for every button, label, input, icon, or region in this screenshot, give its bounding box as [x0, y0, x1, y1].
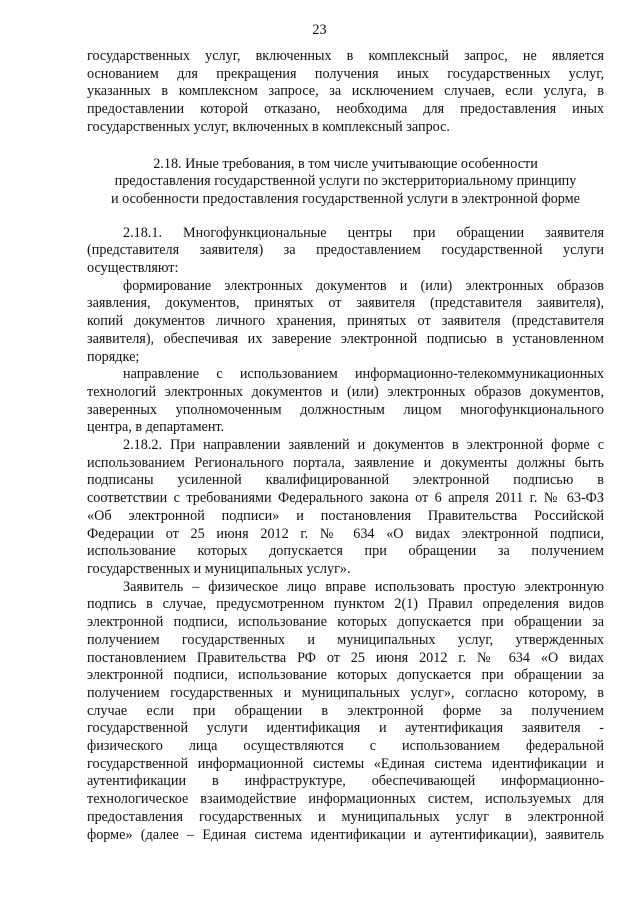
text-line: случае если при обращении в электронной форме за получением [87, 702, 604, 719]
text-line: использование которых допускается при обращении за получением [87, 543, 604, 560]
text-line: заявителя), обеспечивая их заверение электронной подписью в установленном [87, 330, 604, 347]
text-line: государственных и муниципальных услуг». [87, 560, 351, 577]
text-line: получением государственных и муниципальных услуг», согласно которому, в [87, 684, 604, 701]
text-line: физического лица осуществляются с использованием федеральной [87, 738, 604, 755]
heading-line: 2.18. Иные требования, в том числе учитывающие особенности [153, 155, 538, 172]
text-line: осуществляют: [87, 260, 179, 277]
text-line: (представителя заявителя) за предоставлением государственной услуги [87, 242, 604, 259]
heading-line: предоставления государственной услуги по экстерриториальному принципу [114, 173, 577, 190]
text-line: государственной информационной системы «Единая система идентификации и [87, 755, 604, 772]
text-line: электронной подписи, использование которых допускается при обращении за [87, 667, 604, 684]
paragraph-sending-documents [87, 366, 604, 437]
text-line: «Об электронной подписи» и постановления Правительства Российской [87, 507, 604, 524]
text-line: государственных услуг, включенных в комплексный запрос, не является [87, 48, 604, 64]
text-line: подпись в случае, предусмотренном пунктом 2(1) Правил определения видов [87, 596, 604, 613]
continuation-paragraph [87, 48, 604, 137]
text-line: формирование электронных документов и (или) электронных образов [123, 277, 604, 294]
paragraph-2-18-2 [87, 437, 604, 579]
text-line: форме» (далее – Единая система идентификации и аутентификации), заявитель [87, 826, 604, 843]
text-line: получением государственных и муниципальных услуг, утвержденных [87, 631, 604, 648]
paragraph-forming-documents [87, 278, 604, 367]
text-line: постановлением Правительства РФ от 25 июня 2012 г. № 634 «О видах [87, 649, 604, 666]
text-line: заявления, документов, принятых от заявителя (представителя заявителя), [87, 295, 604, 312]
text-line: Заявитель – физическое лицо вправе использовать простую электронную [123, 578, 604, 595]
paragraph-simple-signature [87, 579, 604, 845]
text-line: копий документов личного хранения, принятых от заявителя (представителя [87, 313, 604, 330]
text-line: подписаны усиленной квалифицированной электронной подписью в [87, 472, 604, 489]
text-line: центра, в департамент. [87, 419, 225, 436]
page-content [87, 48, 604, 844]
text-line: государственных услуг, включенных в комплексный запрос. [87, 118, 450, 135]
paragraph-2-18-1 [87, 225, 604, 278]
text-line: аутентификации в инфраструктуре, обеспечивающей информационно- [87, 773, 604, 790]
text-line: государственной услуги идентификация и аутентификация заявителя - [87, 720, 604, 737]
text-line: направление с использованием информационно-телекоммуникационных [123, 366, 604, 383]
text-line: основанием для прекращения получения иных государственных услуг, [87, 65, 604, 82]
text-line: 2.18.1. Многофункциональные центры при обращении заявителя [123, 224, 604, 241]
text-line: порядке; [87, 348, 140, 365]
text-line: технологий электронных документов и (или) электронных образов документов, [87, 383, 604, 400]
page-number: 23 [312, 22, 327, 38]
text-line: электронной подписи, использование которых допускается при обращении за [87, 614, 604, 631]
heading-line: и особенности предоставления государственной услуги в электронной форме [111, 190, 580, 207]
text-line: соответствии с требованиями Федерального закона от 6 апреля 2011 г. № 63-ФЗ [87, 490, 604, 507]
text-line: технологическое взаимодействие информационных систем, используемых для [87, 791, 604, 808]
text-line: предоставлении которой отказано, необходима для предоставления иных [87, 101, 604, 118]
section-heading [87, 156, 604, 209]
text-line: Федерации от 25 июня 2012 г. № 634 «О видах электронной подписи, [87, 525, 604, 542]
text-line: заверенных уполномоченным должностным лицом многофункционального [87, 401, 604, 418]
text-line: использованием Регионального портала, заявление и документы должны быть [87, 454, 604, 471]
text-line: указанных в комплексном запросе, за исключением случаев, если услуга, в [87, 83, 604, 100]
text-line: 2.18.2. При направлении заявлений и документов в электронной форме с [123, 437, 604, 454]
text-line: предоставления государственных и муниципальных услуг в электронной [87, 808, 604, 825]
